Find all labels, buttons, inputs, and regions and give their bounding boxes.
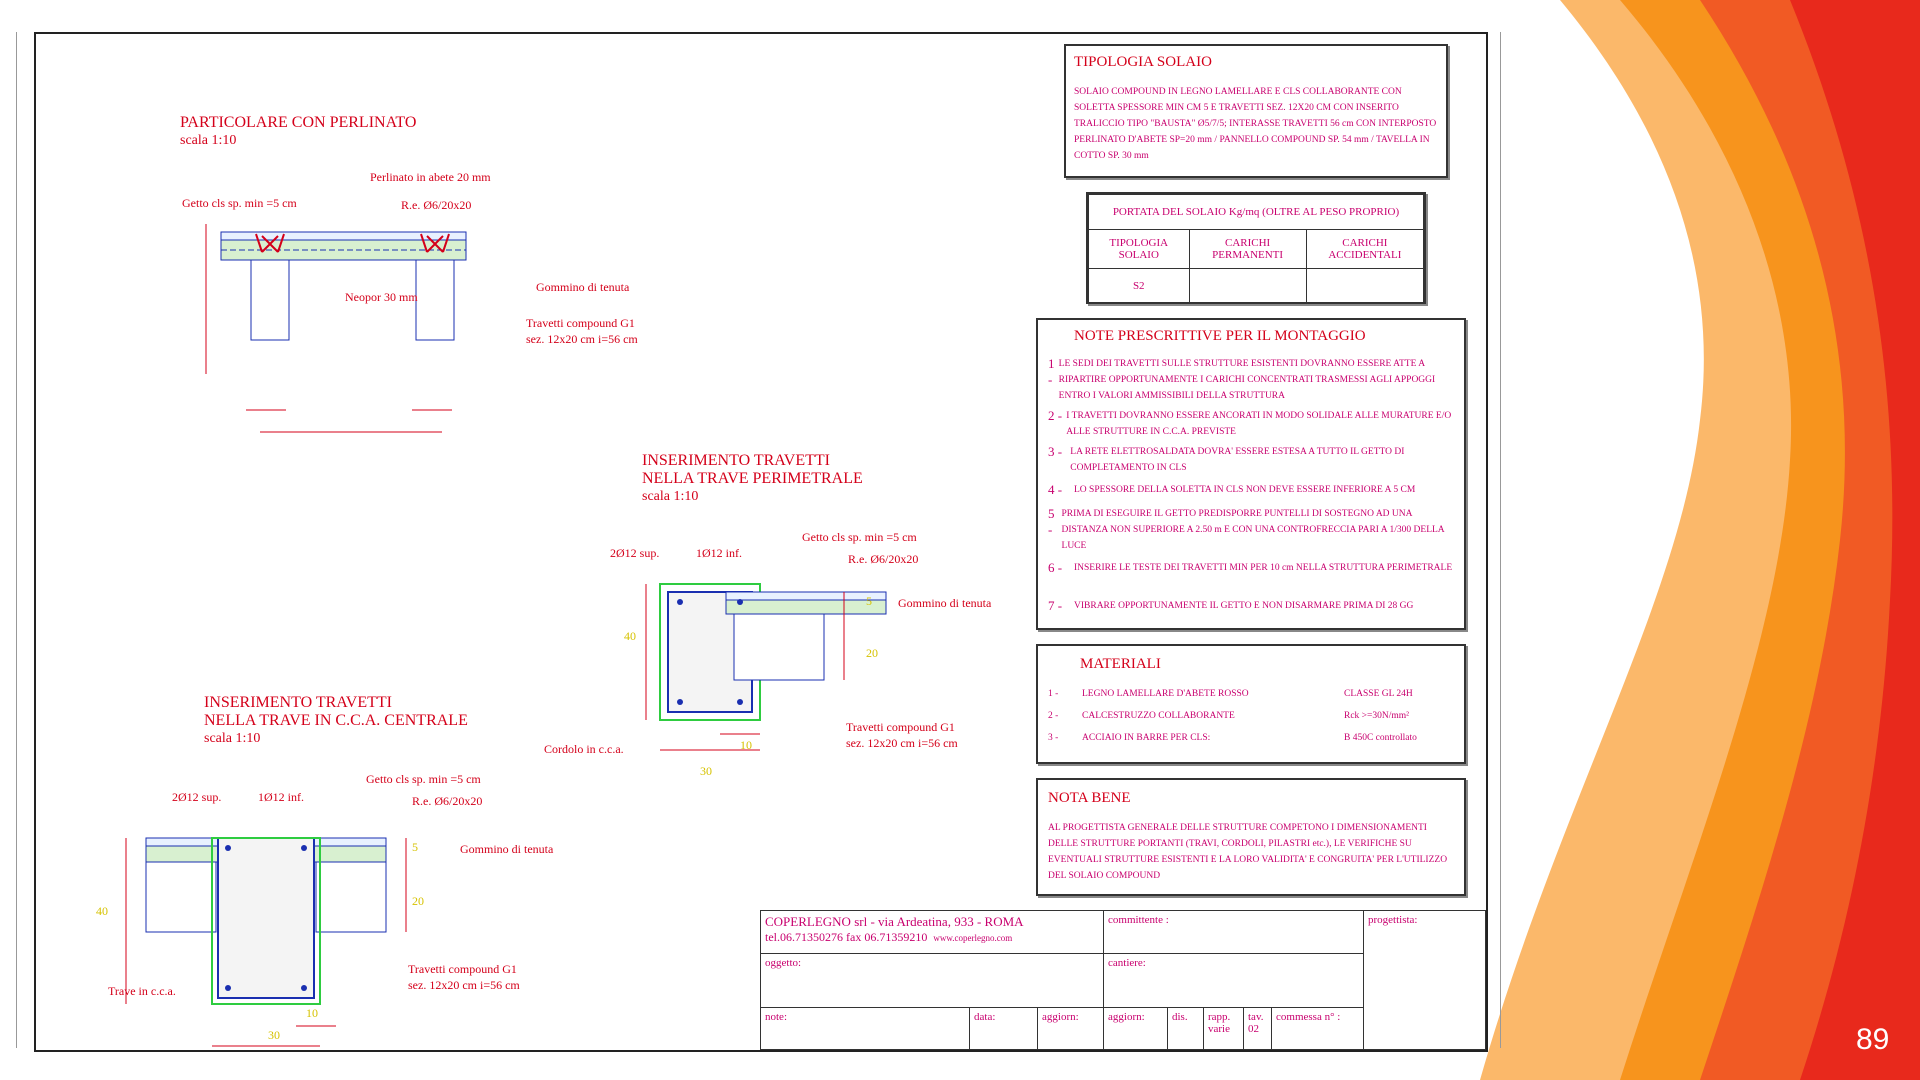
portata-box xyxy=(1086,192,1426,304)
portata-cell-tipologia: S2 xyxy=(1089,269,1190,304)
materiali-spec: B 450C controllato xyxy=(1344,733,1417,743)
detail2-label-sup: 2Ø12 sup. xyxy=(610,546,660,560)
portata-header-accidentali: CARICHI ACCIDENTALI xyxy=(1306,230,1423,269)
note-num: 1 - xyxy=(1048,356,1055,387)
detail2-label-getto: Getto cls sp. min =5 cm xyxy=(802,530,917,544)
tb-rapp xyxy=(1203,1007,1243,1049)
tb-rapp-value: varie xyxy=(1208,1023,1230,1035)
note-item xyxy=(1048,560,1458,576)
title-block xyxy=(760,910,1486,1050)
detail2-label-inf: 1Ø12 inf. xyxy=(696,546,742,560)
detail2-title2: NELLA TRAVE PERIMETRALE xyxy=(642,470,863,487)
detail2-label-gommino: Gommino di tenuta xyxy=(898,596,992,610)
detail3-label-getto: Getto cls sp. min =5 cm xyxy=(366,772,481,786)
materiali-spec: CLASSE GL 24H xyxy=(1344,689,1413,699)
tb-cantiere: cantiere: xyxy=(1103,953,1363,1007)
portata-cell-accidentali xyxy=(1306,269,1423,304)
note-text: LO SPESSORE DELLA SOLETTA IN CLS NON DEVE ESSERE INFERIORE A 5 CM xyxy=(1074,485,1416,495)
tb-aggiorn-1: aggiorn: xyxy=(1037,1007,1103,1049)
detail3-drawing xyxy=(106,814,446,1054)
note-title: NOTE PRESCRITTIVE PER IL MONTAGGIO xyxy=(1074,328,1366,344)
materiali-name: LEGNO LAMELLARE D'ABETE ROSSO xyxy=(1082,689,1249,699)
tb-rapp-label: rapp. xyxy=(1208,1011,1231,1023)
portata-header-tipologia: TIPOLOGIA SOLAIO xyxy=(1089,230,1190,269)
detail2-label-travetti: Travetti compound G1 xyxy=(846,720,955,734)
tb-dis: dis. xyxy=(1167,1007,1203,1049)
detail2-dim5: 5 xyxy=(866,594,872,608)
right-margin-line xyxy=(1500,32,1501,1048)
nota-bene-box xyxy=(1036,778,1466,896)
detail3-label-sup: 2Ø12 sup. xyxy=(172,790,222,804)
tb-website: www.coperlegno.com xyxy=(933,933,1013,943)
note-num: 2 - xyxy=(1048,408,1063,423)
detail2-title1: INSERIMENTO TRAVETTI xyxy=(642,452,830,469)
detail1-label-gommino: Gommino di tenuta xyxy=(536,280,630,294)
tb-data: data: xyxy=(969,1007,1037,1049)
detail1-label-getto: Getto cls sp. min =5 cm xyxy=(182,196,297,210)
detail2-dim20: 20 xyxy=(866,646,878,660)
detail2-dim10: 10 xyxy=(740,738,752,752)
drawing-sheet xyxy=(34,32,1488,1052)
note-item xyxy=(1048,482,1458,498)
tipologia-box xyxy=(1064,44,1448,178)
tb-company xyxy=(761,911,1103,953)
note-item xyxy=(1048,598,1458,614)
note-text: I TRAVETTI DOVRANNO ESSERE ANCORATI IN MODO SOLIDALE ALLE MURATURE E/O ALLE STRUTTURE IN C.C.A. PREVISTE xyxy=(1066,411,1452,437)
nota-bene-text: AL PROGETTISTA GENERALE DELLE STRUTTURE COMPETONO I DIMENSIONAMENTI DELLE STRUTTURE PORTANTI (TRAVI, CORDOLI, PILASTRI etc.), LE VERIFICHE SU EVENTUALI STRUTTURE ESISTENTI E LA LORO VALIDITA' E CONGRUITA' PER L'UTILIZZO DEL SOLAIO COMPOUND xyxy=(1048,823,1448,881)
portata-cell-permanenti xyxy=(1189,269,1306,304)
materiali-box xyxy=(1036,644,1466,764)
detail3-label-gommino: Gommino di tenuta xyxy=(460,842,554,856)
materiali-spec: Rck >=30N/mm² xyxy=(1344,711,1410,721)
detail3-dim40: 40 xyxy=(96,904,108,918)
materiali-num: 2 - xyxy=(1048,711,1059,721)
left-margin-line xyxy=(16,32,17,1048)
tb-oggetto: oggetto: xyxy=(761,953,1103,1007)
materiali-name: ACCIAIO IN BARRE PER CLS: xyxy=(1082,733,1211,743)
detail3-dim5: 5 xyxy=(412,840,418,854)
detail1-label-perlinato: Perlinato in abete 20 mm xyxy=(370,170,491,184)
note-num: 7 - xyxy=(1048,598,1063,613)
note-item xyxy=(1048,356,1458,404)
detail3-label-sez: sez. 12x20 cm i=56 cm xyxy=(408,978,520,992)
note-num: 3 - xyxy=(1048,444,1063,459)
note-text: LE SEDI DEI TRAVETTI SULLE STRUTTURE ESISTENTI DOVRANNO ESSERE ATTE A RIPARTIRE OPPORTUNAMENTE I CARICHI CONCENTRATI TRASMESSI AGLI APPOGGI ENTRO I VALORI AMMISSIBILI DELLA STRUTTURA xyxy=(1058,359,1436,401)
detail3-title1: INSERIMENTO TRAVETTI xyxy=(204,694,392,711)
tb-note: note: xyxy=(761,1007,969,1049)
detail3-label-inf: 1Ø12 inf. xyxy=(258,790,304,804)
tb-progettista: progettista: xyxy=(1363,911,1485,1049)
tb-aggiorn-2: aggiorn: xyxy=(1103,1007,1167,1049)
page-number: 89 xyxy=(1856,1023,1890,1056)
detail2-dim30: 30 xyxy=(700,764,712,778)
detail3-label-rete: R.e. Ø6/20x20 xyxy=(412,794,483,808)
note-text: PRIMA DI ESEGUIRE IL GETTO PREDISPORRE PUNTELLI DI SOSTEGNO AD UNA DISTANZA NON SUPERIORE A 2.50 m E CON UNA CONTROFRECCIA PARI A 1/300 DELLA LUCE xyxy=(1061,509,1445,551)
detail3-dim20: 20 xyxy=(412,894,424,908)
materiali-title: MATERIALI xyxy=(1080,656,1161,672)
note-item xyxy=(1048,506,1458,554)
detail1-label-travetti: Travetti compound G1 xyxy=(526,316,635,330)
tb-tav xyxy=(1243,1007,1271,1049)
detail1-scale: scala 1:10 xyxy=(180,133,237,148)
materiali-num: 1 - xyxy=(1048,689,1059,699)
tipologia-text: SOLAIO COMPOUND IN LEGNO LAMELLARE E CLS COLLABORANTE CON SOLETTA SPESSORE MIN CM 5 E TRAVETTI SEZ. 12X20 CM CON INSERITO TRALICCIO TIPO "BAUSTA" Ø5/7/5; INTERASSE TRAVETTI 56 cm CON INTERPOSTO PERLINATO D'ABETE SP=20 mm / PANNELLO COMPOUND SP. 54 mm / TAVELLA IN COTTO SP. 30 mm xyxy=(1074,87,1437,161)
detail2-label-cordolo: Cordolo in c.c.a. xyxy=(544,742,624,756)
detail3-scale: scala 1:10 xyxy=(204,731,261,746)
note-item xyxy=(1048,408,1458,440)
detail1-label-rete: R.e. Ø6/20x20 xyxy=(401,198,472,212)
tb-committente: committente : xyxy=(1103,911,1363,953)
portata-header-permanenti: CARICHI PERMANENTI xyxy=(1189,230,1306,269)
tb-contacts: tel.06.71350276 fax 06.71359210 xyxy=(765,930,928,944)
portata-title: PORTATA DEL SOLAIO Kg/mq (OLTRE AL PESO PROPRIO) xyxy=(1089,195,1424,230)
tb-commessa: commessa n° : xyxy=(1271,1007,1363,1049)
tb-tav-value: 02 xyxy=(1248,1023,1259,1035)
note-num: 6 - xyxy=(1048,560,1063,575)
note-text: VIBRARE OPPORTUNAMENTE IL GETTO E NON DISARMARE PRIMA DI 28 GG xyxy=(1074,601,1414,611)
detail2-dim40: 40 xyxy=(624,629,636,643)
nota-bene-title: NOTA BENE xyxy=(1048,790,1131,806)
note-text: INSERIRE LE TESTE DEI TRAVETTI MIN PER 10 cm NELLA STRUTTURA PERIMETRALE xyxy=(1074,563,1453,573)
detail2-label-sez: sez. 12x20 cm i=56 cm xyxy=(846,736,958,750)
detail3-label-trave: Trave in c.c.a. xyxy=(108,984,176,998)
note-box xyxy=(1036,318,1466,630)
detail2-label-rete: R.e. Ø6/20x20 xyxy=(848,552,919,566)
tipologia-title: TIPOLOGIA SOLAIO xyxy=(1074,54,1212,70)
detail3-dim30: 30 xyxy=(268,1028,280,1042)
detail3-dim10: 10 xyxy=(306,1006,318,1020)
detail1-title: PARTICOLARE CON PERLINATO xyxy=(180,114,417,131)
detail1-label-sez: sez. 12x20 cm i=56 cm xyxy=(526,332,638,346)
portata-table xyxy=(1088,194,1424,304)
detail2-scale: scala 1:10 xyxy=(642,489,699,504)
detail3-label-travetti: Travetti compound G1 xyxy=(408,962,517,976)
materiali-name: CALCESTRUZZO COLLABORANTE xyxy=(1082,711,1235,721)
detail3-title2: NELLA TRAVE IN C.C.A. CENTRALE xyxy=(204,712,468,729)
tb-tav-label: tav. xyxy=(1248,1011,1264,1023)
tb-company-name: COPERLEGNO srl - via Ardeatina, 933 - ROMA xyxy=(765,914,1024,929)
note-num: 4 - xyxy=(1048,482,1063,497)
note-num: 5 - xyxy=(1048,506,1055,537)
detail1-label-neopor: Neopor 30 mm xyxy=(345,290,418,304)
note-item xyxy=(1048,444,1458,476)
materiali-num: 3 - xyxy=(1048,733,1059,743)
note-text: LA RETE ELETTROSALDATA DOVRA' ESSERE ESTESA A TUTTO IL GETTO DI COMPLETAMENTO IN CLS xyxy=(1070,447,1405,473)
